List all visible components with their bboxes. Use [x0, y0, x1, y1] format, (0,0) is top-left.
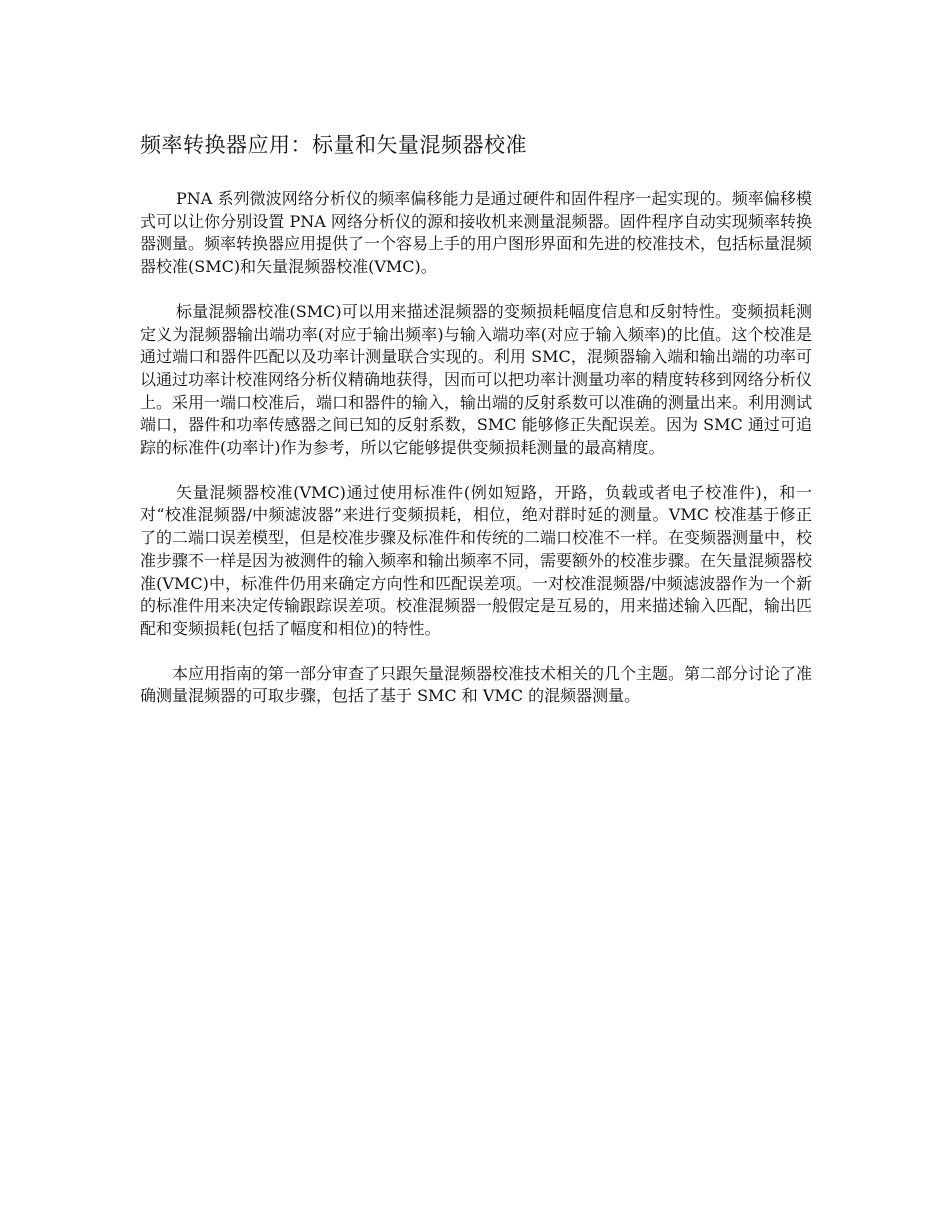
- document-title: 频率转换器应用：标量和矢量混频器校准: [140, 133, 527, 157]
- paragraph-vmc: 矢量混频器校准(VMC)通过使用标准件(例如短路，开路，负载或者电子校准件)，和一对“校准混频器/中频滤波器”来进行变频损耗，相位，绝对群时延的测量。VMC 校准基于修正了的二端口误差模型，但是校准步骤及标准件和传统的二端口校准不一样。在变频器测量中，校准步骤不一样是因为被测件的输入频率和输出频率不同，需要额外的校准步骤。在矢量混频器校准(VMC)中，标准件仍用来确定方向性和匹配误差项。一对校准混频器/中频滤波器作为一个新的标准件用来决定传输跟踪误差项。校准混频器一般假定是互易的，用来描述输入匹配，输出匹配和变频损耗(包括了幅度和相位)的特性。: [140, 482, 813, 638]
- document-page: [140, 130, 812, 730]
- paragraph-overview: 本应用指南的第一部分审查了只跟矢量混频器校准技术相关的几个主题。第二部分讨论了准确测量混频器的可取步骤，包括了基于 SMC 和 VMC 的混频器测量。: [140, 663, 813, 706]
- paragraph-smc: 标量混频器校准(SMC)可以用来描述混频器的变频损耗幅度信息和反射特性。变频损耗测定义为混频器输出端功率(对应于输出频率)与输入端功率(对应于输入频率)的比值。这个校准是通过端口和器件匹配以及功率计测量联合实现的。利用 SMC，混频器输入端和输出端的功率可以通过功率计校准网络分析仪精确地获得，因而可以把功率计测量功率的精度转移到网络分析仪上。采用一端口校准后，端口和器件的输入，输出端的反射系数可以准确的测量出来。利用测试端口，器件和功率传感器之间已知的反射系数，SMC 能够修正失配误差。因为 SMC 通过可追踪的标准件(功率计)作为参考，所以它能够提供变频损耗测量的最高精度。: [140, 301, 813, 458]
- paragraph-intro: PNA 系列微波网络分析仪的频率偏移能力是通过硬件和固件程序一起实现的。频率偏移模式可以让你分别设置 PNA 网络分析仪的源和接收机来测量混频器。固件程序自动实现频率转换器测量。频率转换器应用提供了一个容易上手的用户图形界面和先进的校准技术，包括标量混频器校准(SMC)和矢量混频器校准(VMC)。: [140, 189, 813, 277]
